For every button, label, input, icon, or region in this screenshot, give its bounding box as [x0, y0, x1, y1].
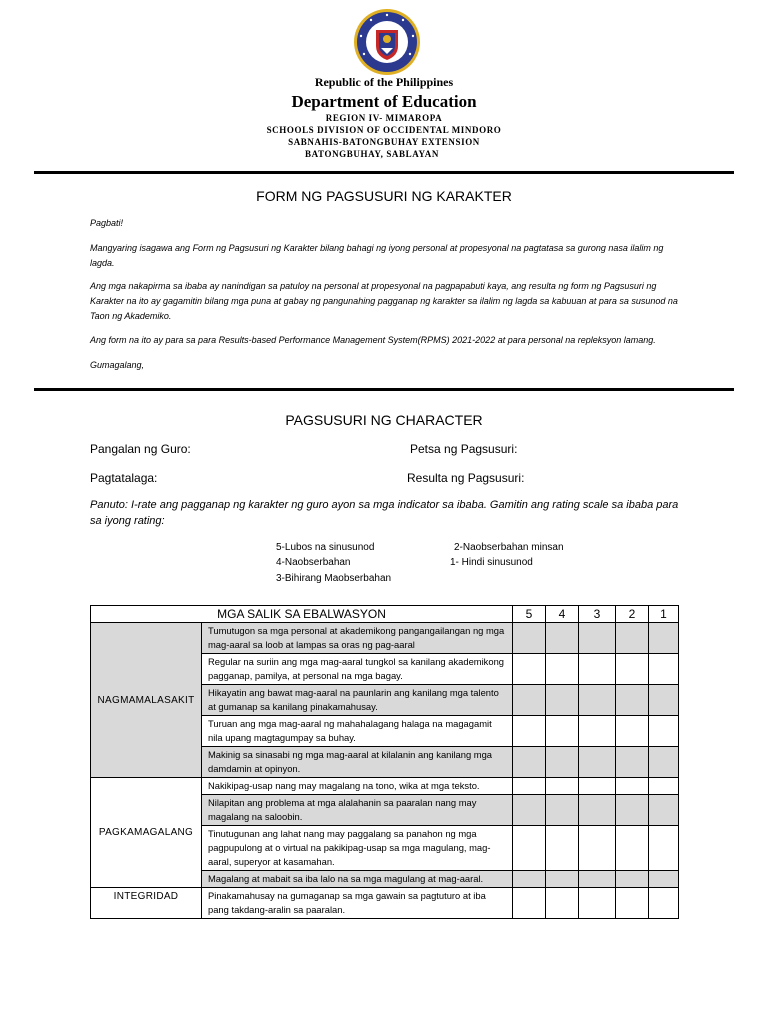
rating-cell-3[interactable] — [579, 778, 616, 795]
rating-cell-4[interactable] — [546, 795, 579, 826]
rating-cell-3[interactable] — [579, 654, 616, 685]
rating-cell-2[interactable] — [616, 778, 649, 795]
rating-header-2: 2 — [616, 606, 649, 623]
rating-cell-2[interactable] — [616, 888, 649, 919]
teacher-name-label: Pangalan ng Guro: — [90, 442, 191, 456]
rating-cell-1[interactable] — [649, 747, 679, 778]
rating-cell-1[interactable] — [649, 888, 679, 919]
scale-item-1: 1- Hindi sinusunod — [450, 557, 533, 568]
rating-cell-5[interactable] — [513, 716, 546, 747]
rating-cell-1[interactable] — [649, 716, 679, 747]
header-divider — [34, 171, 734, 174]
rating-cell-5[interactable] — [513, 623, 546, 654]
rating-cell-2[interactable] — [616, 826, 649, 871]
rating-cell-4[interactable] — [546, 654, 579, 685]
extension-line: SABNAHIS-BATONGBUHAY EXTENSION — [288, 137, 480, 147]
rating-cell-5[interactable] — [513, 747, 546, 778]
criteria-header: MGA SALIK SA EBALWASYON — [91, 606, 513, 623]
letter-paragraph-2: Ang mga nakapirma sa ibaba ay nanindigan sa patuloy na personal at propesyonal na pagpapabuti kaya, ang resulta ng form ng Pagsusuri ng Karakter na ito ay gagamitin bilang mga puna at gabay ng pangunahing pagganap ng karakter sa ilalim ng lagda sa kabuuan at para sa susunod na Taon ng Akademiko. — [90, 281, 678, 321]
rating-cell-3[interactable] — [579, 747, 616, 778]
letter-closing: Gumagalang, — [90, 360, 145, 370]
scale-item-5: 5-Lubos na sinusunod — [276, 542, 375, 553]
table-row — [91, 623, 679, 654]
rating-header-4: 4 — [546, 606, 579, 623]
rating-cell-4[interactable] — [546, 716, 579, 747]
rating-cell-4[interactable] — [546, 747, 579, 778]
evaluation-date-label: Petsa ng Pagsusuri: — [410, 442, 518, 456]
rating-cell-4[interactable] — [546, 888, 579, 919]
category-nagmamalasakit: NAGMAMALASAKIT — [91, 623, 202, 778]
indicator-text: Magalang at mabait sa iba lalo na sa mga magulang at mag-aaral. — [202, 871, 513, 888]
rating-cell-4[interactable] — [546, 623, 579, 654]
table-row — [91, 778, 679, 795]
rating-cell-1[interactable] — [649, 654, 679, 685]
place-line: BATONGBUHAY, SABLAYAN — [305, 149, 439, 159]
rating-cell-2[interactable] — [616, 623, 649, 654]
republic-heading: Republic of the Philippines — [314, 75, 454, 89]
table-row — [91, 888, 679, 919]
rating-cell-1[interactable] — [649, 795, 679, 826]
rating-cell-1[interactable] — [649, 623, 679, 654]
assignment-label: Pagtatalaga: — [90, 471, 158, 485]
deped-seal-logo — [349, 8, 425, 76]
indicator-text: Turuan ang mga mag-aaral ng mahahalagang halaga na magagamit nila upang magtagumpay sa buhay. — [202, 716, 513, 747]
indicator-text: Regular na suriin ang mga mag-aaral tungkol sa kanilang akademikong pagganap, pamilya, at personal na mga bagay. — [202, 654, 513, 685]
indicator-text: Nakikipag-usap nang may magalang na tono, wika at mga teksto. — [202, 778, 513, 795]
rating-cell-2[interactable] — [616, 747, 649, 778]
department-heading: Department of Education — [291, 92, 477, 111]
letter-paragraph-1: Mangyaring isagawa ang Form ng Pagsusuri ng Karakter bilang bahagi ng iyong personal at propesyonal na pagtatasa sa gurong nasa ilalim ng lagda. — [90, 243, 664, 268]
form-title: FORM NG PAGSUSURI NG KARAKTER — [256, 188, 512, 204]
rating-cell-3[interactable] — [579, 795, 616, 826]
rating-cell-5[interactable] — [513, 795, 546, 826]
rating-cell-4[interactable] — [546, 685, 579, 716]
indicator-text: Makinig sa sinasabi ng mga mag-aaral at kilalanin ang kanilang mga damdamin at opinyon. — [202, 747, 513, 778]
rating-cell-2[interactable] — [616, 871, 649, 888]
rating-cell-5[interactable] — [513, 871, 546, 888]
rating-cell-3[interactable] — [579, 685, 616, 716]
scale-item-3: 3-Bihirang Maobserbahan — [276, 573, 392, 584]
region-line: REGION IV- MIMAROPA — [325, 113, 443, 123]
evaluation-result-label: Resulta ng Pagsusuri: — [407, 471, 525, 485]
rating-cell-3[interactable] — [579, 623, 616, 654]
rating-cell-5[interactable] — [513, 888, 546, 919]
rating-cell-3[interactable] — [579, 888, 616, 919]
rating-cell-2[interactable] — [616, 716, 649, 747]
rating-cell-5[interactable] — [513, 778, 546, 795]
indicator-text: Hikayatin ang bawat mag-aaral na paunlarin ang kanilang mga talento at gumanap sa kanilang pinakamahusay. — [202, 685, 513, 716]
category-pagkamagalang: PAGKAMAGALANG — [91, 778, 202, 888]
rating-header-3: 3 — [579, 606, 616, 623]
scale-item-2: 2-Naobserbahan minsan — [454, 542, 564, 553]
rating-cell-1[interactable] — [649, 871, 679, 888]
rating-cell-2[interactable] — [616, 654, 649, 685]
letter-greeting: Pagbati! — [90, 218, 124, 228]
section-divider — [34, 388, 734, 391]
division-line: SCHOOLS DIVISION OF OCCIDENTAL MINDORO — [266, 125, 502, 135]
letter-paragraph-3: Ang form na ito ay para sa para Results-based Performance Management System(RPMS) 2021-2022 at para personal na repleksyon lamang. — [90, 335, 656, 345]
evaluation-title: PAGSUSURI NG CHARACTER — [285, 412, 483, 428]
rating-cell-3[interactable] — [579, 871, 616, 888]
rating-cell-2[interactable] — [616, 685, 649, 716]
rating-header-5: 5 — [513, 606, 546, 623]
rating-cell-3[interactable] — [579, 716, 616, 747]
indicator-text: Tinutugunan ang lahat nang may paggalang sa panahon ng mga pagpupulong at o virtual na pakikipag-usap sa mga magulang, mag-aaral, superyor at kasamahan. — [202, 826, 513, 871]
rating-cell-5[interactable] — [513, 826, 546, 871]
rating-cell-4[interactable] — [546, 826, 579, 871]
instructions-text: Panuto: I-rate ang pagganap ng karakter ng guro ayon sa mga indicator sa ibaba. Gamitin ang rating scale sa ibaba para sa iyong rating: — [90, 499, 679, 527]
rating-cell-4[interactable] — [546, 778, 579, 795]
rating-cell-5[interactable] — [513, 685, 546, 716]
table-header-row — [91, 606, 679, 623]
indicator-text: Pinakamahusay na gumaganap sa mga gawain sa pagtuturo at iba pang takdang-aralin sa paaralan. — [202, 888, 513, 919]
rating-cell-5[interactable] — [513, 654, 546, 685]
scale-item-4: 4-Naobserbahan — [276, 557, 351, 568]
rating-cell-2[interactable] — [616, 795, 649, 826]
indicator-text: Tumutugon sa mga personal at akademikong pangangailangan ng mga mag-aaral sa loob at lampas sa oras ng pag-aaral — [202, 623, 513, 654]
rating-header-1: 1 — [649, 606, 679, 623]
rating-cell-3[interactable] — [579, 826, 616, 871]
rating-cell-1[interactable] — [649, 778, 679, 795]
category-integridad: INTEGRIDAD — [91, 888, 202, 919]
indicator-text: Nilapitan ang problema at mga alalahanin sa paaralan nang may magalang na saloobin. — [202, 795, 513, 826]
rating-cell-1[interactable] — [649, 685, 679, 716]
rating-cell-4[interactable] — [546, 871, 579, 888]
rating-cell-1[interactable] — [649, 826, 679, 871]
evaluation-table — [90, 605, 679, 919]
